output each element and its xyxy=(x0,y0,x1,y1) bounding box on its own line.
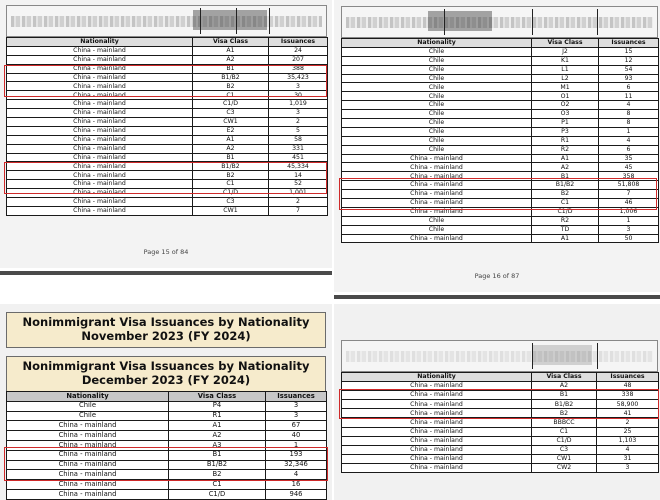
issuances-cell: 46 xyxy=(599,199,659,208)
visa-class-cell: C3 xyxy=(532,445,597,454)
issuances-cell: 35 xyxy=(599,154,659,163)
table-row xyxy=(7,64,328,73)
visa-class-cell: J2 xyxy=(532,47,599,56)
table-row xyxy=(342,56,659,65)
title-line: Nonimmigrant Visa Issuances by Nationality xyxy=(22,359,310,373)
column-header: Issuances xyxy=(597,373,659,382)
nationality-cell: China - mainland xyxy=(342,181,532,190)
nationality-cell: Chile xyxy=(342,92,532,101)
visa-class-cell: C1/D xyxy=(193,100,269,109)
issuances-cell: 338 xyxy=(597,391,659,400)
visa-class-cell: CW2 xyxy=(532,463,597,472)
nationality-cell: China - mainland xyxy=(7,171,193,180)
table-row xyxy=(342,391,659,400)
visa-class-cell: C1 xyxy=(193,180,269,189)
table-header-row xyxy=(342,39,659,48)
issuances-cell: 58,900 xyxy=(597,400,659,409)
column-header: Nationality xyxy=(7,38,193,47)
table-row xyxy=(342,190,659,199)
issuances-cell: 35,423 xyxy=(269,73,328,82)
nationality-cell: China - mainland xyxy=(7,440,169,450)
nationality-cell: Chile xyxy=(342,47,532,56)
issuances-cell: 2 xyxy=(597,418,659,427)
visa-class-cell: B1 xyxy=(193,153,269,162)
issuances-cell: 207 xyxy=(269,55,328,64)
monthly-report-panel xyxy=(0,304,332,500)
visa-class-cell: C1 xyxy=(532,427,597,436)
nationality-cell: China - mainland xyxy=(342,154,532,163)
page-17-panel xyxy=(334,304,660,500)
nationality-cell: China - mainland xyxy=(7,118,193,127)
table-row xyxy=(342,145,659,154)
page-number: Page 16 of 87 xyxy=(474,272,520,280)
table-row xyxy=(342,409,659,418)
visa-class-cell: C1 xyxy=(193,91,269,100)
nationality-cell: China - mainland xyxy=(7,91,193,100)
issuances-cell: 52 xyxy=(269,180,328,189)
table-row xyxy=(7,109,328,118)
visa-class-cell: B2 xyxy=(532,409,597,418)
visa-class-cell: B2 xyxy=(193,82,269,91)
table-row xyxy=(342,119,659,128)
nationality-cell: China - mainland xyxy=(7,431,169,441)
issuances-cell: 4 xyxy=(266,470,327,480)
table-row xyxy=(342,436,659,445)
december-title xyxy=(6,356,326,392)
visa-class-cell: B1/B2 xyxy=(193,162,269,171)
visa-class-cell: P1 xyxy=(532,119,599,128)
issuances-cell: 31 xyxy=(597,454,659,463)
visa-class-cell: C3 xyxy=(193,198,269,207)
column-header: Issuances xyxy=(599,39,659,48)
table-row xyxy=(7,189,328,198)
table-row xyxy=(342,463,659,472)
issuances-cell: 3 xyxy=(599,225,659,234)
table-row xyxy=(7,82,328,91)
visa-class-cell: A2 xyxy=(532,163,599,172)
issuances-cell: 4 xyxy=(599,136,659,145)
visa-class-cell: C1 xyxy=(532,199,599,208)
nationality-cell: China - mainland xyxy=(342,463,532,472)
page-15-panel xyxy=(0,0,332,268)
visa-class-cell: B1 xyxy=(532,172,599,181)
table-row xyxy=(7,489,327,499)
table-row xyxy=(7,421,327,431)
visa-class-cell: BBBCC xyxy=(532,418,597,427)
table-row xyxy=(7,180,328,189)
table-row xyxy=(7,100,328,109)
issuances-cell: 1 xyxy=(599,216,659,225)
table-row xyxy=(342,47,659,56)
issuances-cell: 12 xyxy=(599,56,659,65)
table-row xyxy=(342,225,659,234)
visa-class-cell: CW1 xyxy=(532,454,597,463)
issuances-cell: 2 xyxy=(269,118,328,127)
page-16-panel xyxy=(334,0,660,292)
nationality-cell: China - mainland xyxy=(7,55,193,64)
nationality-cell: China - mainland xyxy=(7,189,193,198)
table-row xyxy=(7,470,327,480)
visa-class-cell: M1 xyxy=(532,83,599,92)
issuances-cell: 48 xyxy=(597,382,659,391)
table-row xyxy=(7,162,328,171)
issuances-cell: 41 xyxy=(597,409,659,418)
nationality-cell: China - mainland xyxy=(7,206,193,215)
table-row xyxy=(7,480,327,490)
issuances-cell: 1 xyxy=(599,127,659,136)
issuances-cell: 3 xyxy=(266,401,327,411)
table-row xyxy=(342,154,659,163)
table-row xyxy=(7,401,327,411)
title-line: November 2023 (FY 2024) xyxy=(81,328,251,343)
nationality-cell: Chile xyxy=(342,145,532,154)
visa-class-cell: E2 xyxy=(193,126,269,135)
issuances-cell: 451 xyxy=(269,153,328,162)
issuances-cell: 6 xyxy=(599,145,659,154)
table-row xyxy=(7,135,328,144)
nationality-cell: China - mainland xyxy=(7,126,193,135)
table-row xyxy=(342,181,659,190)
nationality-cell: Chile xyxy=(7,401,169,411)
issuances-cell: 30 xyxy=(269,91,328,100)
table-row xyxy=(7,431,327,441)
issuances-cell: 358 xyxy=(599,172,659,181)
visa-table-page-15 xyxy=(6,37,328,216)
column-header: Issuances xyxy=(266,392,327,402)
visa-class-cell: C1/D xyxy=(193,189,269,198)
visa-class-cell: B1/B2 xyxy=(169,460,266,470)
nationality-cell: China - mainland xyxy=(7,180,193,189)
issuances-cell: 8 xyxy=(599,110,659,119)
nationality-cell: China - mainland xyxy=(342,445,532,454)
visa-class-cell: B1 xyxy=(532,391,597,400)
visa-table-page-17 xyxy=(341,372,659,473)
nationality-cell: China - mainland xyxy=(342,234,532,243)
table-row xyxy=(7,450,327,460)
issuances-cell: 1,006 xyxy=(599,207,659,216)
nationality-cell: China - mainland xyxy=(342,190,532,199)
nationality-cell: China - mainland xyxy=(7,100,193,109)
divider xyxy=(334,295,660,299)
visa-class-cell: R1 xyxy=(532,136,599,145)
visa-class-cell: R2 xyxy=(532,145,599,154)
table-row xyxy=(342,163,659,172)
visa-class-cell: A1 xyxy=(532,234,599,243)
nationality-cell: Chile xyxy=(342,127,532,136)
table-row xyxy=(342,172,659,181)
table-row xyxy=(7,55,328,64)
column-header: Issuances xyxy=(269,38,328,47)
issuances-cell: 40 xyxy=(266,431,327,441)
table-row xyxy=(7,144,328,153)
table-row xyxy=(342,382,659,391)
nationality-cell: Chile xyxy=(342,65,532,74)
table-row xyxy=(342,207,659,216)
visa-class-cell: A1 xyxy=(193,46,269,55)
visa-table-page-16 xyxy=(341,38,659,243)
issuances-cell: 24 xyxy=(269,46,328,55)
nationality-cell: Chile xyxy=(342,101,532,110)
visa-class-cell: B2 xyxy=(532,190,599,199)
issuances-cell: 54 xyxy=(599,65,659,74)
issuances-cell: 50 xyxy=(599,234,659,243)
visa-class-cell: C3 xyxy=(193,109,269,118)
table-row xyxy=(7,411,327,421)
nationality-cell: Chile xyxy=(342,83,532,92)
table-row xyxy=(7,153,328,162)
issuances-cell: 3 xyxy=(269,82,328,91)
visa-class-cell: A2 xyxy=(169,431,266,441)
nationality-cell: China - mainland xyxy=(7,46,193,55)
page-number: Page 15 of 84 xyxy=(143,248,189,256)
visa-class-cell: K1 xyxy=(532,56,599,65)
column-header: Visa Class xyxy=(532,373,597,382)
visa-class-cell: P3 xyxy=(532,127,599,136)
table-row xyxy=(342,65,659,74)
table-row xyxy=(342,418,659,427)
visa-class-cell: C1 xyxy=(169,480,266,490)
visa-class-cell: A2 xyxy=(193,55,269,64)
table-row xyxy=(342,110,659,119)
issuances-cell: 7 xyxy=(269,206,328,215)
redacted-header xyxy=(341,6,658,38)
nationality-cell: Chile xyxy=(342,119,532,128)
nationality-cell: China - mainland xyxy=(7,460,169,470)
nationality-cell: China - mainland xyxy=(342,409,532,418)
visa-class-cell: CW1 xyxy=(193,206,269,215)
visa-class-cell: O1 xyxy=(532,92,599,101)
nationality-cell: Chile xyxy=(342,74,532,83)
column-header: Visa Class xyxy=(193,38,269,47)
table-row xyxy=(342,92,659,101)
table-row xyxy=(342,454,659,463)
issuances-cell: 14 xyxy=(269,171,328,180)
visa-class-cell: C1/D xyxy=(169,489,266,499)
issuances-cell: 51,808 xyxy=(599,181,659,190)
issuances-cell: 331 xyxy=(269,144,328,153)
issuances-cell: 45 xyxy=(599,163,659,172)
nationality-cell: China - mainland xyxy=(7,144,193,153)
nationality-cell: Chile xyxy=(342,225,532,234)
column-header: Visa Class xyxy=(169,392,266,402)
visa-class-cell: O3 xyxy=(532,110,599,119)
visa-class-cell: A1 xyxy=(193,135,269,144)
table-row xyxy=(7,118,328,127)
issuances-cell: 3 xyxy=(597,463,659,472)
column-header: Nationality xyxy=(7,392,169,402)
table-row xyxy=(342,83,659,92)
visa-class-cell: R1 xyxy=(169,411,266,421)
issuances-cell: 2 xyxy=(269,198,328,207)
table-row xyxy=(342,101,659,110)
visa-class-cell: A3 xyxy=(169,440,266,450)
nationality-cell: China - mainland xyxy=(342,163,532,172)
issuances-cell: 32,346 xyxy=(266,460,327,470)
visa-class-cell: B1 xyxy=(193,64,269,73)
table-header-row xyxy=(342,373,659,382)
issuances-cell: 93 xyxy=(599,74,659,83)
nationality-cell: China - mainland xyxy=(7,64,193,73)
nationality-cell: China - mainland xyxy=(342,454,532,463)
visa-class-cell: CW1 xyxy=(193,118,269,127)
table-row xyxy=(7,73,328,82)
issuances-cell: 388 xyxy=(269,64,328,73)
visa-class-cell: B2 xyxy=(193,171,269,180)
table-row xyxy=(342,234,659,243)
table-row xyxy=(7,126,328,135)
nationality-cell: Chile xyxy=(342,216,532,225)
issuances-cell: 25 xyxy=(597,427,659,436)
visa-class-cell: B1/B2 xyxy=(193,73,269,82)
november-title xyxy=(6,312,326,348)
nationality-cell: China - mainland xyxy=(7,450,169,460)
nationality-cell: China - mainland xyxy=(342,199,532,208)
issuances-cell: 946 xyxy=(266,489,327,499)
visa-class-cell: A2 xyxy=(193,144,269,153)
nationality-cell: China - mainland xyxy=(342,172,532,181)
nationality-cell: China - mainland xyxy=(342,418,532,427)
column-header: Visa Class xyxy=(532,39,599,48)
issuances-cell: 4 xyxy=(597,445,659,454)
redacted-header xyxy=(6,5,327,37)
nationality-cell: China - mainland xyxy=(7,421,169,431)
table-row xyxy=(7,460,327,470)
issuances-cell: 193 xyxy=(266,450,327,460)
nationality-cell: China - mainland xyxy=(342,207,532,216)
nationality-cell: Chile xyxy=(7,411,169,421)
visa-class-cell: B1/B2 xyxy=(532,400,597,409)
nationality-cell: China - mainland xyxy=(7,135,193,144)
issuances-cell: 45,334 xyxy=(269,162,328,171)
table-row xyxy=(342,216,659,225)
redacted-header xyxy=(341,340,658,372)
table-row xyxy=(342,74,659,83)
nationality-cell: China - mainland xyxy=(7,489,169,499)
nationality-cell: China - mainland xyxy=(342,391,532,400)
title-line: December 2023 (FY 2024) xyxy=(81,372,251,387)
table-row xyxy=(7,91,328,100)
nationality-cell: China - mainland xyxy=(7,73,193,82)
issuances-cell: 3 xyxy=(269,109,328,118)
nationality-cell: China - mainland xyxy=(7,109,193,118)
table-header-row xyxy=(7,392,327,402)
visa-class-cell: L1 xyxy=(532,65,599,74)
visa-class-cell: R2 xyxy=(532,216,599,225)
issuances-cell: 3 xyxy=(266,411,327,421)
visa-class-cell: A2 xyxy=(532,382,597,391)
table-row xyxy=(7,206,328,215)
issuances-cell: 7 xyxy=(599,190,659,199)
visa-class-cell: A1 xyxy=(169,421,266,431)
nationality-cell: China - mainland xyxy=(7,480,169,490)
nationality-cell: Chile xyxy=(342,110,532,119)
issuances-cell: 58 xyxy=(269,135,328,144)
visa-class-cell: A1 xyxy=(532,154,599,163)
issuances-cell: 5 xyxy=(269,126,328,135)
table-row xyxy=(7,46,328,55)
nationality-cell: Chile xyxy=(342,136,532,145)
table-row xyxy=(342,427,659,436)
visa-class-cell: C1/D xyxy=(532,436,597,445)
issuances-cell: 8 xyxy=(599,119,659,128)
nationality-cell: China - mainland xyxy=(342,436,532,445)
issuances-cell: 4 xyxy=(599,101,659,110)
column-header: Nationality xyxy=(342,373,532,382)
table-row xyxy=(7,198,328,207)
table-row xyxy=(7,440,327,450)
issuances-cell: 11 xyxy=(599,92,659,101)
issuances-cell: 1,019 xyxy=(269,100,328,109)
nationality-cell: China - mainland xyxy=(7,470,169,480)
issuances-cell: 1 xyxy=(266,440,327,450)
visa-class-cell: B2 xyxy=(169,470,266,480)
visa-table-december xyxy=(6,391,327,500)
issuances-cell: 6 xyxy=(599,83,659,92)
table-row xyxy=(7,171,328,180)
nationality-cell: China - mainland xyxy=(7,198,193,207)
nationality-cell: China - mainland xyxy=(7,162,193,171)
issuances-cell: 1,103 xyxy=(597,436,659,445)
nationality-cell: China - mainland xyxy=(342,382,532,391)
visa-class-cell: P4 xyxy=(169,401,266,411)
issuances-cell: 1,001 xyxy=(269,189,328,198)
visa-class-cell: B1 xyxy=(169,450,266,460)
table-row xyxy=(342,199,659,208)
nationality-cell: Chile xyxy=(342,56,532,65)
table-header-row xyxy=(7,38,328,47)
nationality-cell: China - mainland xyxy=(342,400,532,409)
visa-class-cell: L2 xyxy=(532,74,599,83)
issuances-cell: 16 xyxy=(266,480,327,490)
visa-class-cell: B1/B2 xyxy=(532,181,599,190)
table-row xyxy=(342,445,659,454)
nationality-cell: China - mainland xyxy=(7,82,193,91)
nationality-cell: China - mainland xyxy=(7,153,193,162)
table-row xyxy=(342,127,659,136)
table-row xyxy=(342,400,659,409)
title-line: Nonimmigrant Visa Issuances by Nationality xyxy=(22,315,310,329)
divider xyxy=(0,271,332,275)
issuances-cell: 15 xyxy=(599,47,659,56)
visa-class-cell: TD xyxy=(532,225,599,234)
table-row xyxy=(342,136,659,145)
visa-class-cell: O2 xyxy=(532,101,599,110)
nationality-cell: China - mainland xyxy=(342,427,532,436)
issuances-cell: 67 xyxy=(266,421,327,431)
column-header: Nationality xyxy=(342,39,532,48)
visa-class-cell: C1/D xyxy=(532,207,599,216)
